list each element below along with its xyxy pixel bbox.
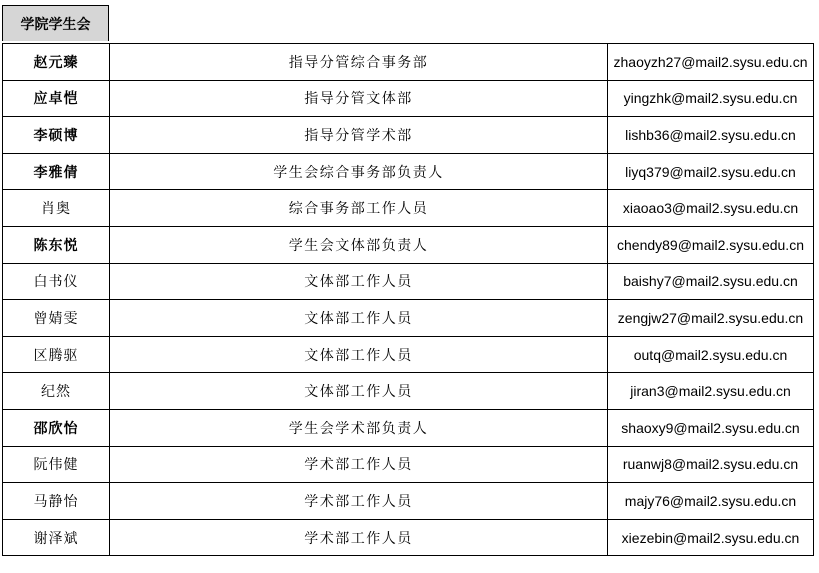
member-name: 陈东悦 (3, 226, 110, 263)
member-email: liyq379@mail2.sysu.edu.cn (608, 153, 814, 190)
member-name: 阮伟健 (3, 446, 110, 483)
member-name: 邵欣怡 (3, 409, 110, 446)
member-name: 区腾驱 (3, 336, 110, 373)
member-email: shaoxy9@mail2.sysu.edu.cn (608, 409, 814, 446)
member-role: 文体部工作人员 (110, 373, 608, 410)
table-row (3, 519, 814, 556)
member-role: 指导分管文体部 (110, 80, 608, 117)
table-row (3, 44, 814, 81)
member-role: 指导分管学术部 (110, 117, 608, 154)
member-name: 肖奥 (3, 190, 110, 227)
table-row (3, 226, 814, 263)
member-email: zengjw27@mail2.sysu.edu.cn (608, 300, 814, 337)
table-row (3, 446, 814, 483)
table-row (3, 190, 814, 227)
member-name: 赵元臻 (3, 44, 110, 81)
member-role: 学术部工作人员 (110, 519, 608, 556)
member-email: chendy89@mail2.sysu.edu.cn (608, 226, 814, 263)
table-row (3, 336, 814, 373)
member-name: 李雅倩 (3, 153, 110, 190)
member-name: 马静怡 (3, 483, 110, 520)
member-email: ruanwj8@mail2.sysu.edu.cn (608, 446, 814, 483)
member-email: baishy7@mail2.sysu.edu.cn (608, 263, 814, 300)
member-name: 李硕博 (3, 117, 110, 154)
table-row (3, 80, 814, 117)
member-name: 应卓恺 (3, 80, 110, 117)
member-role: 文体部工作人员 (110, 263, 608, 300)
member-email: lishb36@mail2.sysu.edu.cn (608, 117, 814, 154)
table-row (3, 263, 814, 300)
member-email: zhaoyzh27@mail2.sysu.edu.cn (608, 44, 814, 81)
member-name: 纪然 (3, 373, 110, 410)
member-name: 曾婧雯 (3, 300, 110, 337)
member-email: jiran3@mail2.sysu.edu.cn (608, 373, 814, 410)
member-role: 学术部工作人员 (110, 483, 608, 520)
table-row (3, 153, 814, 190)
table-row (3, 300, 814, 337)
contact-table-body (3, 44, 814, 556)
member-email: xiaoao3@mail2.sysu.edu.cn (608, 190, 814, 227)
member-email: outq@mail2.sysu.edu.cn (608, 336, 814, 373)
member-role: 学术部工作人员 (110, 446, 608, 483)
table-row (3, 409, 814, 446)
member-email: yingzhk@mail2.sysu.edu.cn (608, 80, 814, 117)
member-email: majy76@mail2.sysu.edu.cn (608, 483, 814, 520)
section-title: 学院学生会 (2, 5, 109, 41)
member-role: 学生会学术部负责人 (110, 409, 608, 446)
member-email: xiezebin@mail2.sysu.edu.cn (608, 519, 814, 556)
member-name: 白书仪 (3, 263, 110, 300)
member-role: 指导分管综合事务部 (110, 44, 608, 81)
member-name: 谢泽斌 (3, 519, 110, 556)
contact-table (2, 43, 814, 556)
member-role: 文体部工作人员 (110, 336, 608, 373)
member-role: 综合事务部工作人员 (110, 190, 608, 227)
member-role: 文体部工作人员 (110, 300, 608, 337)
member-role: 学生会综合事务部负责人 (110, 153, 608, 190)
table-row (3, 117, 814, 154)
table-row (3, 483, 814, 520)
member-role: 学生会文体部负责人 (110, 226, 608, 263)
table-row (3, 373, 814, 410)
